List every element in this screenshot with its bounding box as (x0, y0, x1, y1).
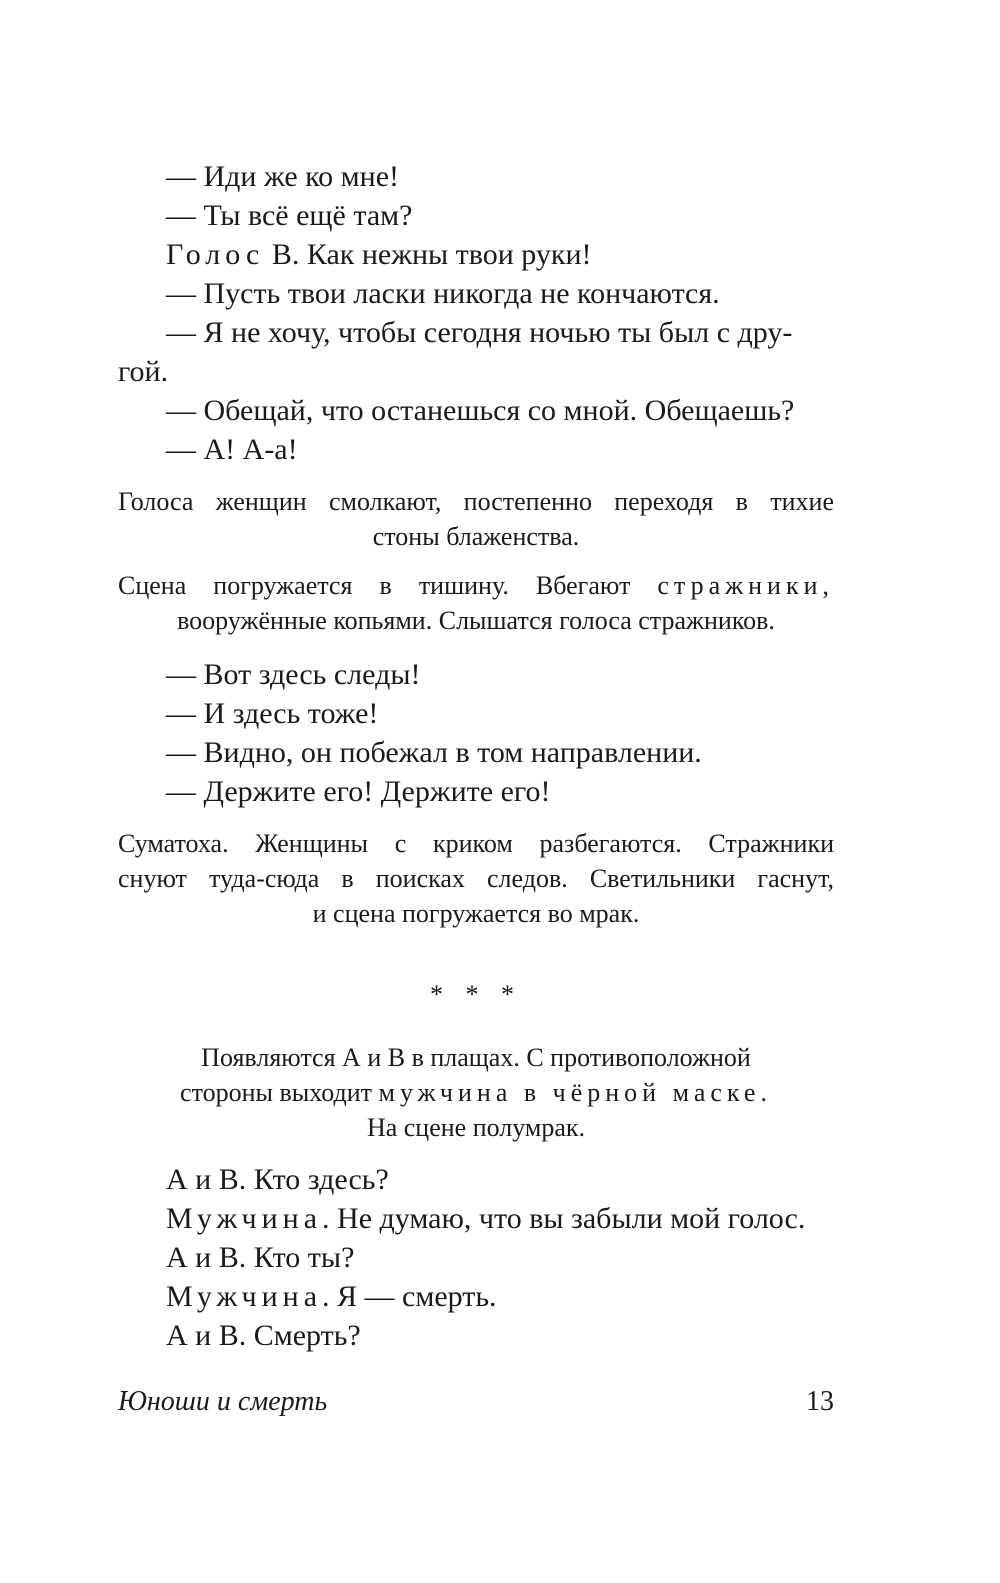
dialogue-line: — Держите его! Держите его! (166, 775, 551, 808)
stage-direction-line: Появляются А и В в плащах. С противоположной (201, 1043, 751, 1072)
speaker-name: Мужчина (166, 1202, 323, 1235)
book-page (118, 0, 834, 1583)
section-separator: * * * (430, 980, 522, 1009)
stage-direction-line: и сцена погружается во мрак. (312, 899, 640, 928)
dialogue-line: — Пусть твои ласки никогда не кончаются. (166, 277, 720, 310)
dialogue-line (166, 235, 592, 275)
stage-direction-line: снуют туда-сюда в поисках следов. Светильники гаснут, (118, 864, 834, 893)
stage-text: стороны выходит (180, 1078, 379, 1107)
stage-text: Сцена погружается в тишину. Вбегают (118, 571, 631, 600)
dialogue-line (166, 1277, 497, 1317)
dialogue-line: — Вот здесь следы! (166, 658, 421, 691)
speaker-name: Голос (166, 238, 265, 271)
dialogue-line: — Я не хочу, чтобы сегодня ночью ты был с дру- (166, 316, 793, 349)
dialogue-line: гой. (118, 355, 169, 388)
dialogue-line: А и В. Кто ты? (166, 1241, 355, 1274)
dialogue-text: В. Как нежны твои руки! (264, 238, 592, 271)
dialogue-line: — Иди же ко мне! (166, 160, 400, 193)
stage-direction-line: стоны блаженства. (372, 522, 580, 551)
page-number: 13 (806, 1386, 834, 1417)
dialogue-line: — И здесь тоже! (166, 697, 379, 730)
stage-direction-line: На сцене полумрак. (366, 1113, 586, 1142)
dialogue-line: — Ты всё ещё там? (166, 199, 413, 232)
stage-direction-line (118, 568, 834, 603)
running-footer-title: Юноши и смерть (118, 1386, 328, 1417)
dialogue-line: — Обещай, что останешься со мной. Обещаешь? (166, 394, 795, 427)
dialogue-text: . Я — смерть. (322, 1280, 497, 1313)
dialogue-line (166, 1199, 805, 1239)
stage-direction-line: Суматоха. Женщины с криком разбегаются. Стражники (118, 829, 834, 858)
dialogue-line: — А! А-а! (166, 433, 298, 466)
stage-spaced-name: мужчина в чёрной маске. (378, 1078, 772, 1107)
dialogue-text: . Не думаю, что вы забыли мой голос. (322, 1202, 806, 1235)
speaker-name: Мужчина (166, 1280, 323, 1313)
dialogue-line: А и В. Смерть? (166, 1319, 361, 1352)
dialogue-line: А и В. Кто здесь? (166, 1163, 389, 1196)
stage-direction-line: Голоса женщин смолкают, постепенно переходя в тихие (118, 487, 834, 516)
stage-direction-line: вооружённые копьями. Слышатся голоса стражников. (177, 606, 775, 635)
stage-direction-line (118, 1075, 834, 1110)
dialogue-line: — Видно, он побежал в том направлении. (166, 736, 702, 769)
stage-spaced-name: стражники, (657, 571, 834, 600)
